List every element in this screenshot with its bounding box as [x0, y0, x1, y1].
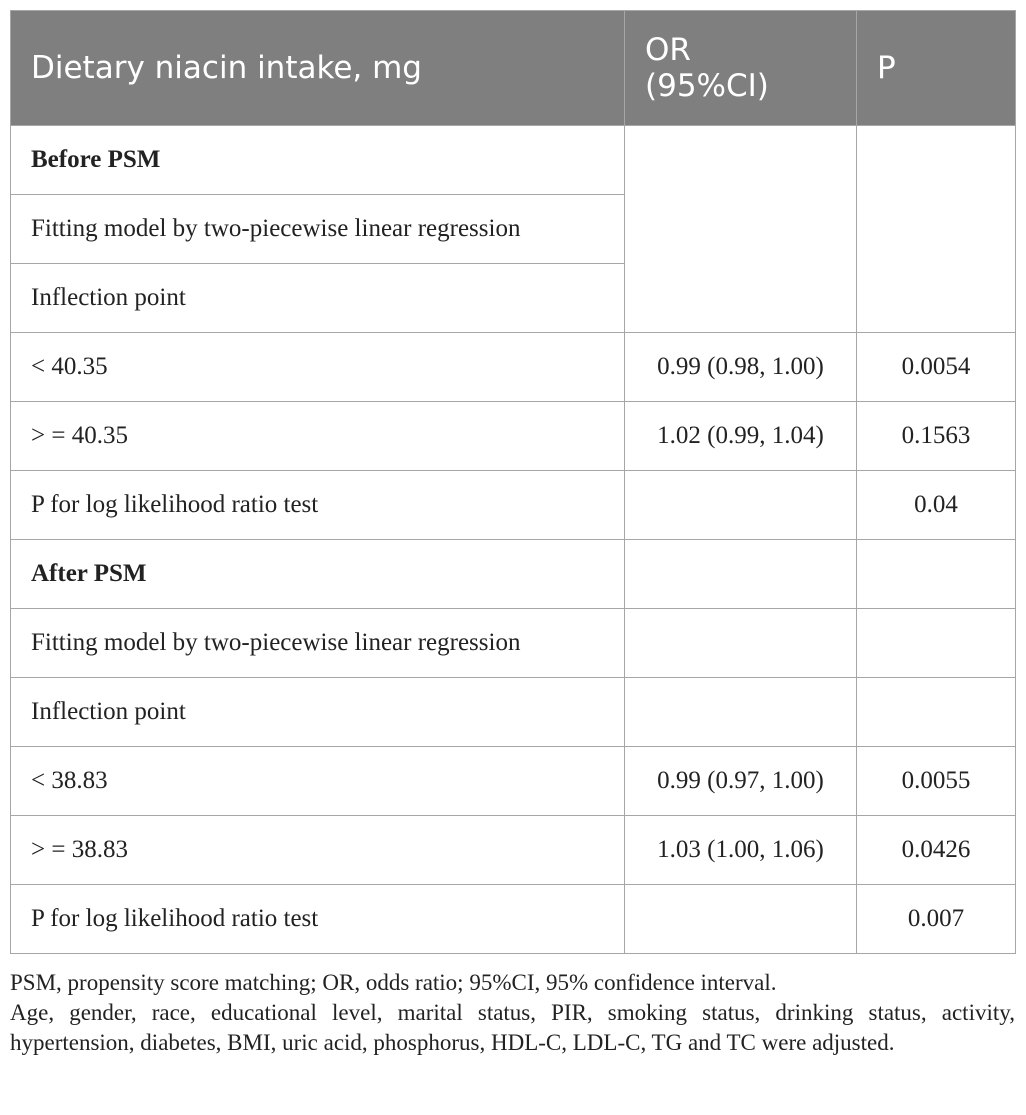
- row-label: > = 38.83: [11, 816, 625, 885]
- empty-cell: [625, 678, 857, 747]
- table-footnotes: [10, 968, 1015, 1058]
- p-value: 0.04: [857, 471, 1016, 540]
- header-ci-label: (95%CI): [645, 68, 769, 104]
- table-row: [11, 402, 1016, 471]
- table-header: [11, 11, 1016, 126]
- p-value: 0.0054: [857, 333, 1016, 402]
- header-row: [11, 11, 1016, 126]
- header-niacin-intake: Dietary niacin intake, mg: [11, 11, 625, 126]
- empty-cell: [857, 126, 1016, 333]
- table-row: [11, 471, 1016, 540]
- p-value: 0.0055: [857, 747, 1016, 816]
- table-row: [11, 609, 1016, 678]
- row-label: Inflection point: [11, 264, 625, 333]
- or-value: 1.02 (0.99, 1.04): [625, 402, 857, 471]
- p-value: 0.1563: [857, 402, 1016, 471]
- table-row: [11, 816, 1016, 885]
- results-table: [10, 10, 1016, 954]
- footnote-adjustments: Age, gender, race, educational level, marital status, PIR, smoking status, drinking status, activity, hypertension, diabetes, BMI, uric acid, phosphorus, HDL-C, LDL-C, TG and TC were adjusted.: [10, 1000, 1015, 1055]
- row-label: Inflection point: [11, 678, 625, 747]
- or-value: 0.99 (0.97, 1.00): [625, 747, 857, 816]
- empty-cell: [857, 540, 1016, 609]
- row-label: Fitting model by two-piecewise linear regression: [11, 195, 625, 264]
- header-or-label: OR: [645, 32, 691, 68]
- p-value: 0.0426: [857, 816, 1016, 885]
- table-body: [11, 126, 1016, 954]
- row-label: Fitting model by two-piecewise linear regression: [11, 609, 625, 678]
- header-or-ci: [625, 11, 857, 126]
- header-p: P: [857, 11, 1016, 126]
- table-row: [11, 678, 1016, 747]
- table-row: [11, 747, 1016, 816]
- empty-cell: [625, 471, 857, 540]
- section-title-after-psm: After PSM: [11, 540, 625, 609]
- footnote-abbreviations: PSM, propensity score matching; OR, odds ratio; 95%CI, 95% confidence interval.: [10, 970, 777, 995]
- table-row: [11, 126, 1016, 195]
- or-value: 0.99 (0.98, 1.00): [625, 333, 857, 402]
- empty-cell: [625, 885, 857, 954]
- empty-cell: [625, 609, 857, 678]
- row-label: P for log likelihood ratio test: [11, 471, 625, 540]
- table-row: [11, 333, 1016, 402]
- empty-cell: [625, 126, 857, 333]
- empty-cell: [857, 678, 1016, 747]
- empty-cell: [625, 540, 857, 609]
- empty-cell: [857, 609, 1016, 678]
- results-table-container: [10, 10, 1015, 954]
- or-value: 1.03 (1.00, 1.06): [625, 816, 857, 885]
- row-label: < 38.83: [11, 747, 625, 816]
- table-row: [11, 885, 1016, 954]
- section-title-before-psm: Before PSM: [11, 126, 625, 195]
- row-label: < 40.35: [11, 333, 625, 402]
- table-row: [11, 540, 1016, 609]
- p-value: 0.007: [857, 885, 1016, 954]
- row-label: P for log likelihood ratio test: [11, 885, 625, 954]
- row-label: > = 40.35: [11, 402, 625, 471]
